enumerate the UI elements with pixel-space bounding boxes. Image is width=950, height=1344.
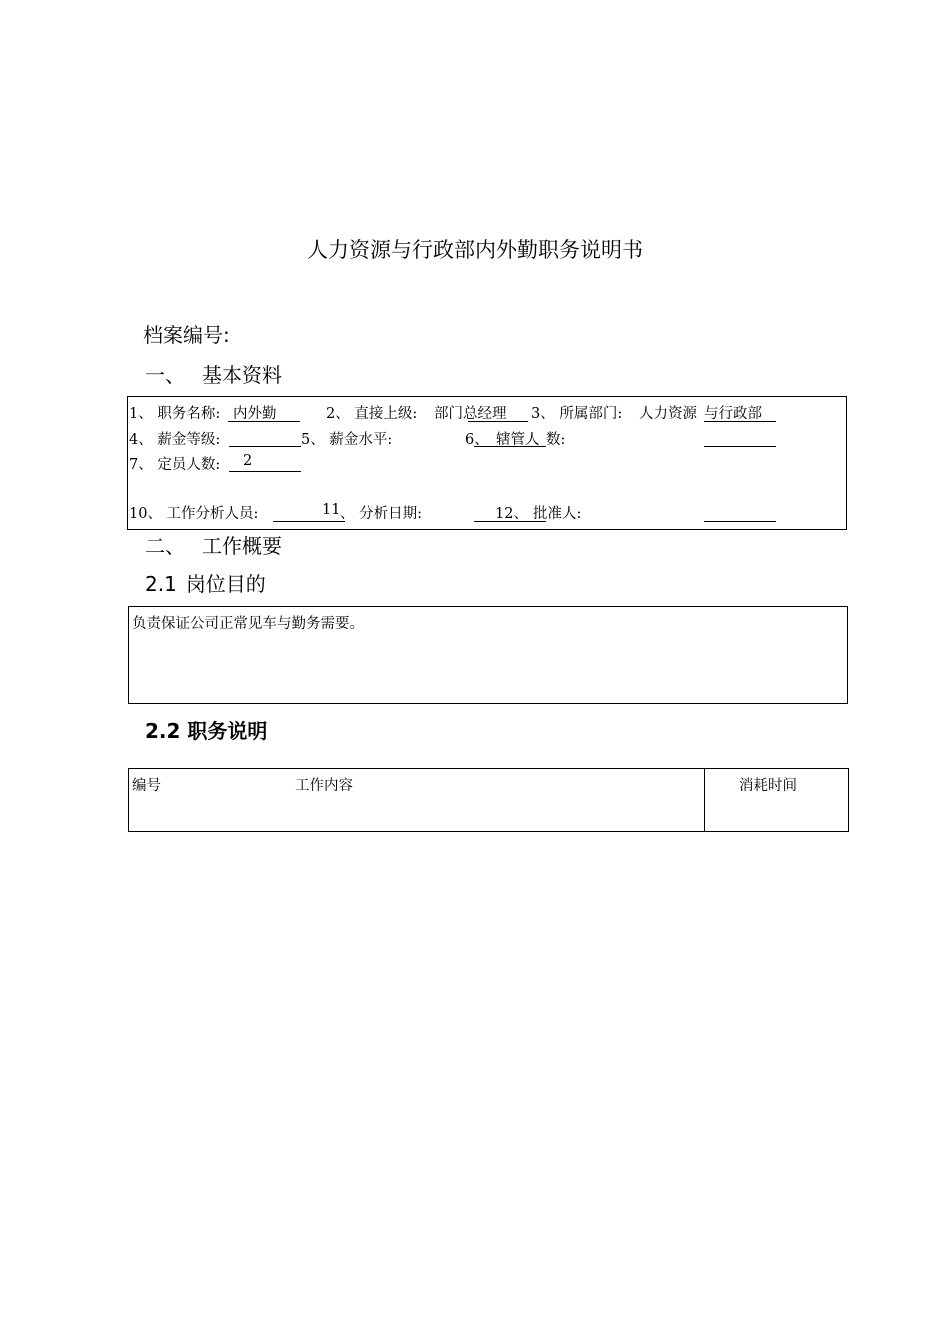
subordinates-value-underline — [704, 446, 776, 447]
analyst-underline — [273, 521, 345, 522]
department-value-part1: 人力资源 — [639, 406, 697, 422]
salary-grade-label: 4、 薪金等级: — [129, 432, 221, 448]
supervisor-underline — [468, 421, 528, 422]
section-2-1-number: 2.1 — [145, 572, 177, 596]
headcount-label: 7、 定员人数: — [129, 457, 221, 473]
section-1-label: 基本资料 — [202, 363, 282, 387]
department-underline — [704, 421, 776, 422]
archive-number-label: 档案编号: — [143, 323, 230, 347]
subordinates-number: 6、 — [465, 432, 489, 448]
section-2-heading — [145, 530, 282, 559]
subordinates-underline — [474, 446, 546, 447]
duty-table-divider — [704, 769, 705, 831]
duty-table — [128, 768, 849, 832]
section-2-1-label: 岗位目的 — [185, 572, 266, 596]
approver-label: 批准人: — [533, 506, 582, 522]
analysis-date-number: 11 — [322, 502, 341, 518]
job-purpose-text: 负责保证公司正常见车与勤务需要。 — [132, 616, 364, 632]
section-2-2-heading: 2.2 职务说明 — [145, 719, 268, 743]
job-purpose-box — [128, 606, 848, 704]
supervisor-label: 2、 直接上级: — [326, 406, 418, 422]
approver-underline — [704, 521, 776, 522]
basic-info-box — [127, 396, 847, 530]
subordinates-label-a: 辖管人 — [496, 432, 540, 448]
salary-grade-underline — [229, 446, 301, 447]
section-2-label: 工作概要 — [202, 534, 282, 558]
duty-table-header-time: 消耗时间 — [739, 778, 797, 794]
headcount-underline — [229, 471, 301, 472]
section-1-number: 一、 — [145, 363, 185, 387]
approver-number: 12、 — [495, 506, 528, 522]
department-value-part2: 与行政部 — [704, 406, 762, 422]
analyst-label: 10、 工作分析人员: — [129, 506, 259, 522]
section-2-number: 二、 — [145, 534, 185, 558]
analysis-date-label: 、 分析日期: — [340, 506, 422, 522]
section-2-1-heading — [145, 568, 266, 597]
job-title-value: 内外勤 — [233, 406, 277, 422]
headcount-value: 2 — [243, 453, 253, 469]
section-1-heading — [145, 359, 282, 388]
job-title-underline — [228, 421, 300, 422]
department-label: 3、 所属部门: — [531, 406, 623, 422]
subordinates-label-b: 数: — [546, 432, 566, 448]
duty-table-header-number: 编号 — [132, 778, 161, 794]
job-title-label: 1、 职务名称: — [129, 406, 221, 422]
supervisor-value: 部门总经理 — [434, 406, 507, 422]
document-title: 人力资源与行政部内外勤职务说明书 — [307, 238, 643, 262]
salary-level-label: 5、 薪金水平: — [301, 432, 393, 448]
duty-table-header-content: 工作内容 — [295, 778, 353, 794]
